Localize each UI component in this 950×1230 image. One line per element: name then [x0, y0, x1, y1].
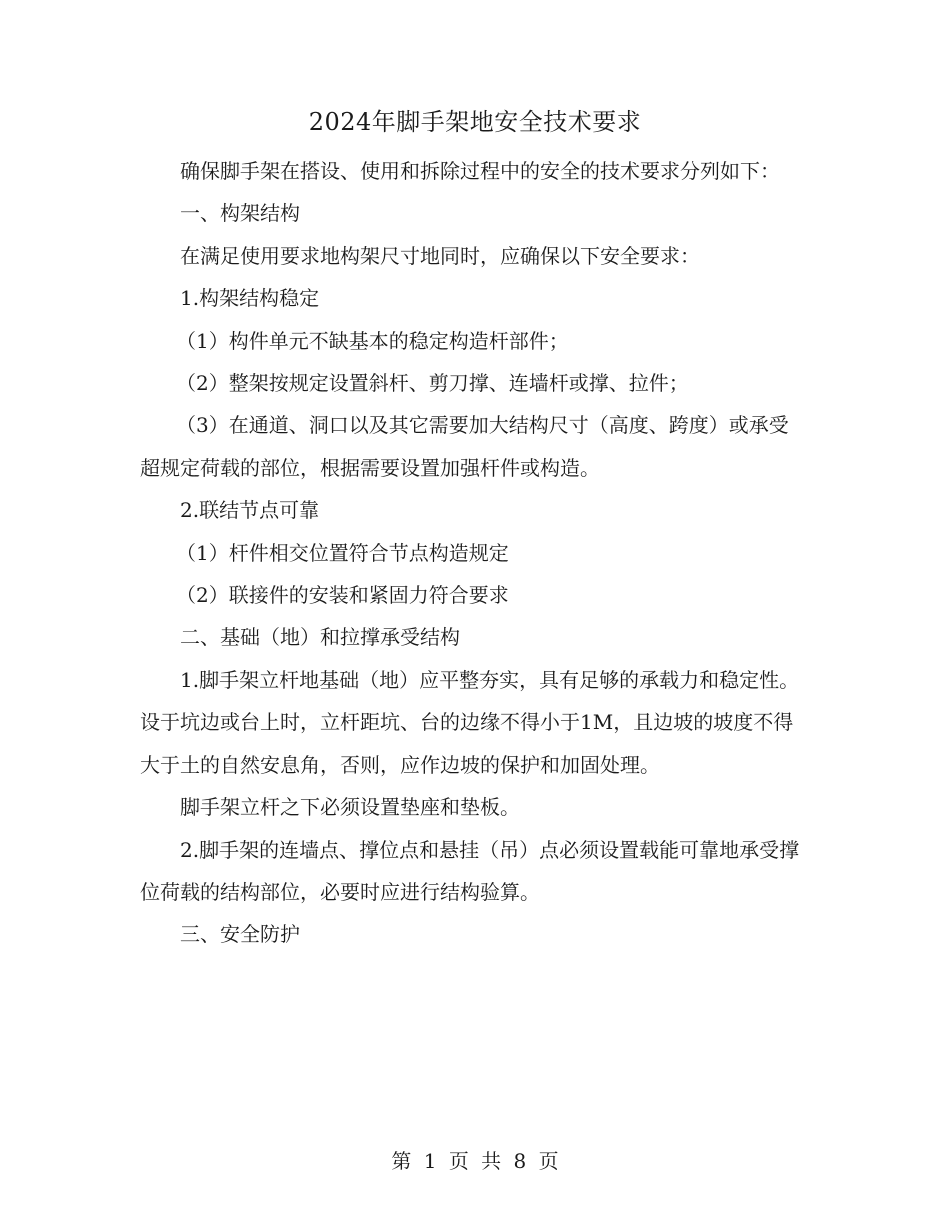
list-item: （2）联接件的安装和紧固力符合要求: [176, 583, 509, 608]
list-item: （3）在通道、洞口以及其它需要加大结构尺寸（高度、跨度）或承受超规定荷载的部位，根据需要设置加强杆件或构造。: [140, 413, 789, 480]
list-item: （1）构件单元不缺基本的稳定构造杆部件；: [176, 328, 569, 353]
list-item: （1）杆件相交位置符合节点构造规定: [176, 540, 509, 565]
document-title: 2024年脚手架地安全技术要求: [308, 108, 642, 136]
section-heading-3: 三、安全防护: [180, 922, 300, 947]
paragraph: 2.脚手架的连墙点、撑位点和悬挂（吊）点必须设置载能可靠地承受撑位荷载的结构部位，必要时应进行结构验算。: [140, 837, 800, 904]
section-heading-2: 二、基础（地）和拉撑承受结构: [180, 625, 460, 650]
section-heading-1: 一、构架结构: [180, 201, 300, 226]
list-item: （2）整架按规定设置斜杆、剪刀撑、连墙杆或撑、拉件；: [176, 371, 689, 396]
document-body: [140, 150, 808, 956]
page-number: 第 1 页 共 8 页: [391, 1149, 559, 1173]
subsection-heading: 1.构架结构稳定: [180, 286, 320, 311]
intro-paragraph: 确保脚手架在搭设、使用和拆除过程中的安全的技术要求分列如下：: [180, 159, 780, 183]
subsection-heading: 2.联结节点可靠: [180, 498, 320, 523]
paragraph: 脚手架立杆之下必须设置垫座和垫板。: [180, 795, 520, 820]
paragraph: 1.脚手架立杆地基础（地）应平整夯实，具有足够的承载力和稳定性。设于坑边或台上时，立杆距坑、台的边缘不得小于1M，且边坡的坡度不得大于土的自然安息角，否则，应作边坡的保护和加固处理。: [140, 667, 800, 777]
paragraph: 在满足使用要求地构架尺寸地同时，应确保以下安全要求：: [180, 243, 700, 268]
